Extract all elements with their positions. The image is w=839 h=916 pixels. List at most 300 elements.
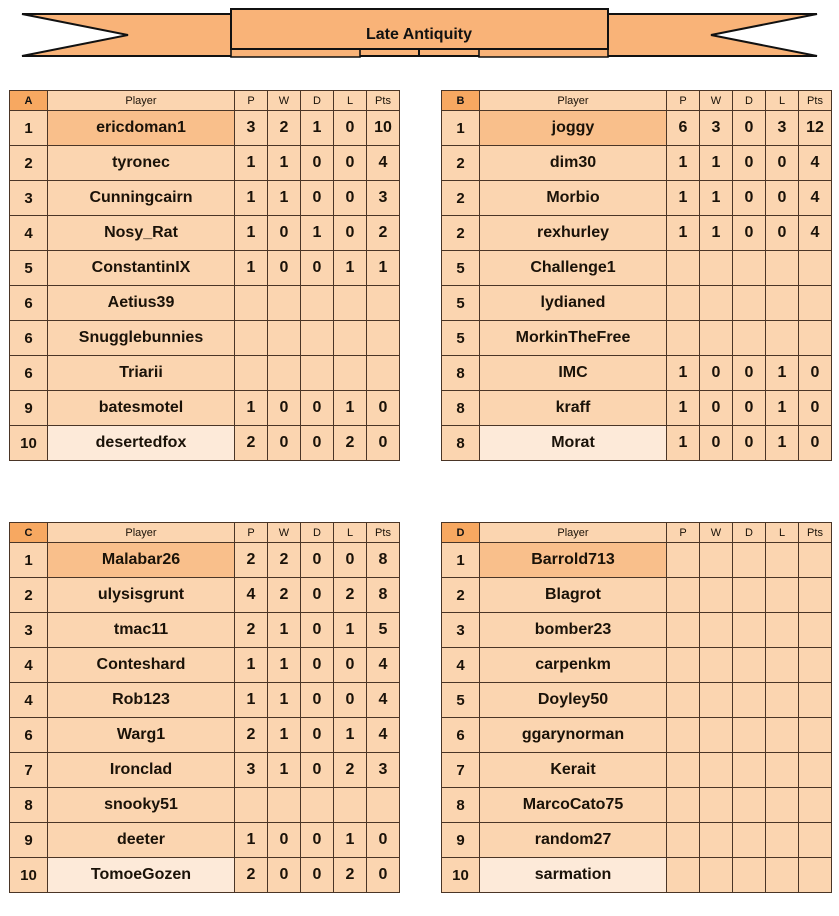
table-row [442, 753, 832, 788]
rank-cell: 5 [442, 683, 480, 718]
player-name-cell: MorkinTheFree [480, 321, 667, 356]
rank-cell: 1 [10, 543, 48, 578]
player-name-cell: tmac11 [48, 613, 235, 648]
player-name-cell: rexhurley [480, 216, 667, 251]
stat-cell-w: 1 [268, 146, 301, 181]
table-row [442, 613, 832, 648]
stat-cell-l: 1 [766, 356, 799, 391]
stat-cell-pts: 0 [367, 858, 400, 893]
stat-cell-w: 0 [268, 823, 301, 858]
table-row [442, 648, 832, 683]
table-header-row [442, 523, 832, 543]
rank-cell: 5 [10, 251, 48, 286]
stat-cell-w [268, 286, 301, 321]
rank-cell: 1 [10, 111, 48, 146]
stat-cell-pts [799, 251, 832, 286]
player-name-cell: Doyley50 [480, 683, 667, 718]
stat-cell-pts [367, 788, 400, 823]
stat-cell-pts: 8 [367, 578, 400, 613]
stat-cell-l [766, 286, 799, 321]
stat-cell-l: 1 [334, 391, 367, 426]
stat-cell-l: 0 [766, 181, 799, 216]
stat-cell-p: 2 [235, 543, 268, 578]
player-name-cell: ggarynorman [480, 718, 667, 753]
player-name-cell: joggy [480, 111, 667, 146]
column-header-l: L [766, 523, 799, 543]
stat-cell-d: 0 [733, 391, 766, 426]
stat-cell-p: 1 [667, 181, 700, 216]
stat-cell-pts: 3 [367, 753, 400, 788]
table-row [10, 391, 400, 426]
player-name-cell: Ironclad [48, 753, 235, 788]
stat-cell-w: 1 [700, 216, 733, 251]
stat-cell-d: 0 [733, 111, 766, 146]
group-letter-header: D [442, 523, 480, 543]
stat-cell-w [700, 823, 733, 858]
rank-cell: 7 [442, 753, 480, 788]
stat-cell-l [766, 578, 799, 613]
stat-cell-p: 1 [235, 683, 268, 718]
rank-cell: 8 [442, 788, 480, 823]
stat-cell-w: 1 [268, 753, 301, 788]
rank-cell: 2 [10, 146, 48, 181]
stat-cell-pts: 5 [367, 613, 400, 648]
player-name-cell: deeter [48, 823, 235, 858]
stat-cell-w [700, 718, 733, 753]
stat-cell-d: 0 [301, 251, 334, 286]
rank-cell: 1 [442, 111, 480, 146]
table-row [442, 578, 832, 613]
stat-cell-pts: 12 [799, 111, 832, 146]
table-row [442, 146, 832, 181]
stat-cell-pts: 4 [367, 146, 400, 181]
rank-cell: 8 [442, 426, 480, 461]
column-header-pts: Pts [799, 523, 832, 543]
stat-cell-p: 1 [235, 251, 268, 286]
stat-cell-d [733, 788, 766, 823]
table-row [442, 356, 832, 391]
table-row [10, 216, 400, 251]
player-name-cell: tyronec [48, 146, 235, 181]
stat-cell-w: 2 [268, 111, 301, 146]
stat-cell-pts: 0 [799, 391, 832, 426]
group-letter-header: B [442, 91, 480, 111]
player-name-cell: MarcoCato75 [480, 788, 667, 823]
table-header-row [10, 91, 400, 111]
rank-cell: 10 [442, 858, 480, 893]
stat-cell-w [700, 683, 733, 718]
rank-cell: 2 [442, 578, 480, 613]
stat-cell-l: 2 [334, 578, 367, 613]
stat-cell-d: 0 [301, 648, 334, 683]
stat-cell-w: 1 [700, 146, 733, 181]
stat-cell-w [700, 613, 733, 648]
stat-cell-pts: 10 [367, 111, 400, 146]
stat-cell-pts: 0 [799, 426, 832, 461]
stat-cell-pts: 4 [799, 181, 832, 216]
stat-cell-d [733, 753, 766, 788]
player-name-cell: Cunningcairn [48, 181, 235, 216]
rank-cell: 2 [442, 181, 480, 216]
stat-cell-w [700, 753, 733, 788]
table-row [442, 543, 832, 578]
player-name-cell: ulysisgrunt [48, 578, 235, 613]
table-row [442, 286, 832, 321]
stat-cell-d [733, 858, 766, 893]
player-name-cell: Snugglebunnies [48, 321, 235, 356]
column-header-l: L [766, 91, 799, 111]
stat-cell-w: 2 [268, 578, 301, 613]
stat-cell-p [667, 543, 700, 578]
stat-cell-p: 2 [235, 613, 268, 648]
stat-cell-d [733, 578, 766, 613]
player-name-cell: kraff [480, 391, 667, 426]
column-header-p: P [667, 523, 700, 543]
stat-cell-l [334, 788, 367, 823]
stat-cell-l [766, 683, 799, 718]
rank-cell: 2 [10, 578, 48, 613]
stat-cell-d: 0 [301, 858, 334, 893]
stat-cell-pts: 4 [799, 216, 832, 251]
stat-cell-d: 0 [733, 146, 766, 181]
league-table-group-a [9, 90, 399, 461]
standings-table [9, 90, 400, 461]
table-row [10, 251, 400, 286]
stat-cell-d: 1 [301, 216, 334, 251]
stat-cell-d [301, 788, 334, 823]
column-header-pts: Pts [367, 91, 400, 111]
stat-cell-w: 1 [700, 181, 733, 216]
column-header-l: L [334, 91, 367, 111]
stat-cell-p: 2 [235, 426, 268, 461]
table-row [10, 426, 400, 461]
table-row [10, 788, 400, 823]
player-name-cell: Blagrot [480, 578, 667, 613]
table-row [10, 648, 400, 683]
column-header-d: D [733, 91, 766, 111]
table-header-row [442, 91, 832, 111]
stat-cell-l [766, 823, 799, 858]
player-name-cell: Kerait [480, 753, 667, 788]
stat-cell-l [766, 648, 799, 683]
stat-cell-pts: 4 [367, 718, 400, 753]
player-name-cell: dim30 [480, 146, 667, 181]
stat-cell-d: 0 [301, 823, 334, 858]
table-row [10, 613, 400, 648]
stat-cell-p [667, 823, 700, 858]
player-name-cell: Triarii [48, 356, 235, 391]
stat-cell-w [700, 788, 733, 823]
rank-cell: 5 [442, 251, 480, 286]
player-name-cell: Nosy_Rat [48, 216, 235, 251]
rank-cell: 3 [10, 613, 48, 648]
table-row [442, 683, 832, 718]
table-row [10, 146, 400, 181]
player-name-cell: desertedfox [48, 426, 235, 461]
stat-cell-p [667, 286, 700, 321]
stat-cell-p: 2 [235, 858, 268, 893]
table-row [442, 823, 832, 858]
player-name-cell: IMC [480, 356, 667, 391]
column-header-d: D [301, 523, 334, 543]
stat-cell-w [700, 648, 733, 683]
stat-cell-w [700, 858, 733, 893]
player-name-cell: Challenge1 [480, 251, 667, 286]
stat-cell-p: 1 [667, 216, 700, 251]
standings-table [9, 522, 400, 893]
stat-cell-w: 0 [268, 858, 301, 893]
stat-cell-l: 2 [334, 753, 367, 788]
stat-cell-l: 1 [766, 391, 799, 426]
rank-cell: 6 [10, 321, 48, 356]
stat-cell-d [733, 321, 766, 356]
stat-cell-l: 3 [766, 111, 799, 146]
stat-cell-p [667, 753, 700, 788]
stat-cell-pts [799, 543, 832, 578]
table-row [442, 788, 832, 823]
rank-cell: 6 [442, 718, 480, 753]
stat-cell-pts [367, 321, 400, 356]
stat-cell-d: 0 [301, 146, 334, 181]
stat-cell-w [268, 321, 301, 356]
stat-cell-d: 0 [733, 216, 766, 251]
stat-cell-l: 1 [334, 251, 367, 286]
stat-cell-d: 1 [301, 111, 334, 146]
stat-cell-p: 3 [235, 753, 268, 788]
stat-cell-p: 1 [235, 181, 268, 216]
stat-cell-l: 2 [334, 426, 367, 461]
stat-cell-p: 1 [235, 823, 268, 858]
group-letter-header: C [10, 523, 48, 543]
stat-cell-w [700, 543, 733, 578]
table-row [10, 111, 400, 146]
stat-cell-p [235, 788, 268, 823]
stat-cell-pts [799, 858, 832, 893]
stat-cell-w: 2 [268, 543, 301, 578]
table-row [10, 181, 400, 216]
stat-cell-l: 1 [334, 613, 367, 648]
rank-cell: 10 [10, 426, 48, 461]
stat-cell-p: 3 [235, 111, 268, 146]
column-header-player: Player [48, 523, 235, 543]
stat-cell-w: 0 [268, 426, 301, 461]
stat-cell-pts: 3 [367, 181, 400, 216]
stat-cell-w [268, 356, 301, 391]
stat-cell-d [301, 356, 334, 391]
stat-cell-d: 0 [301, 578, 334, 613]
stat-cell-pts [367, 356, 400, 391]
stat-cell-p: 1 [667, 356, 700, 391]
player-name-cell: sarmation [480, 858, 667, 893]
column-header-w: W [700, 91, 733, 111]
stat-cell-p: 1 [235, 391, 268, 426]
stat-cell-l [766, 613, 799, 648]
stat-cell-w: 0 [268, 216, 301, 251]
table-row [442, 858, 832, 893]
stat-cell-w [700, 286, 733, 321]
stat-cell-w: 0 [700, 426, 733, 461]
column-header-pts: Pts [367, 523, 400, 543]
table-row [10, 356, 400, 391]
player-name-cell: carpenkm [480, 648, 667, 683]
stat-cell-pts: 4 [799, 146, 832, 181]
stat-cell-l: 2 [334, 858, 367, 893]
stat-cell-p [667, 613, 700, 648]
column-header-player: Player [480, 523, 667, 543]
rank-cell: 9 [10, 823, 48, 858]
stat-cell-d [733, 648, 766, 683]
column-header-l: L [334, 523, 367, 543]
stat-cell-l [334, 321, 367, 356]
column-header-w: W [268, 91, 301, 111]
stat-cell-d: 0 [301, 613, 334, 648]
table-row [10, 286, 400, 321]
column-header-d: D [733, 523, 766, 543]
stat-cell-l [766, 788, 799, 823]
column-header-d: D [301, 91, 334, 111]
rank-cell: 4 [10, 216, 48, 251]
standings-table [441, 90, 832, 461]
stat-cell-l: 0 [334, 111, 367, 146]
stat-cell-pts [799, 788, 832, 823]
stat-cell-pts: 0 [367, 823, 400, 858]
stat-cell-l: 0 [334, 648, 367, 683]
rank-cell: 5 [442, 321, 480, 356]
table-row [10, 578, 400, 613]
stat-cell-p [235, 321, 268, 356]
rank-cell: 10 [10, 858, 48, 893]
stat-cell-w [268, 788, 301, 823]
stat-cell-d [733, 683, 766, 718]
stat-cell-w: 3 [700, 111, 733, 146]
player-name-cell: Morat [480, 426, 667, 461]
column-header-p: P [667, 91, 700, 111]
player-name-cell: batesmotel [48, 391, 235, 426]
stat-cell-w: 1 [268, 718, 301, 753]
rank-cell: 9 [442, 823, 480, 858]
stat-cell-p: 1 [667, 426, 700, 461]
rank-cell: 1 [442, 543, 480, 578]
stat-cell-l: 0 [766, 216, 799, 251]
stat-cell-p [667, 788, 700, 823]
table-row [10, 753, 400, 788]
rank-cell: 3 [442, 613, 480, 648]
league-table-group-c [9, 522, 399, 893]
rank-cell: 4 [10, 648, 48, 683]
table-row [10, 823, 400, 858]
stat-cell-p: 4 [235, 578, 268, 613]
stat-cell-pts: 0 [367, 426, 400, 461]
stat-cell-pts [367, 286, 400, 321]
player-name-cell: random27 [480, 823, 667, 858]
stat-cell-p: 1 [235, 216, 268, 251]
stat-cell-p: 1 [235, 146, 268, 181]
stat-cell-p [667, 578, 700, 613]
player-name-cell: bomber23 [480, 613, 667, 648]
table-row [10, 858, 400, 893]
stat-cell-pts [799, 578, 832, 613]
stat-cell-l [334, 356, 367, 391]
stat-cell-l [766, 543, 799, 578]
stat-cell-d [301, 286, 334, 321]
stat-cell-l: 1 [334, 823, 367, 858]
stat-cell-l [766, 718, 799, 753]
stat-cell-pts [799, 718, 832, 753]
stat-cell-pts [799, 286, 832, 321]
stat-cell-d: 0 [301, 753, 334, 788]
rank-cell: 4 [10, 683, 48, 718]
stat-cell-pts [799, 613, 832, 648]
stat-cell-w: 0 [700, 391, 733, 426]
rank-cell: 6 [10, 286, 48, 321]
column-header-p: P [235, 523, 268, 543]
stat-cell-p: 1 [235, 648, 268, 683]
table-row [10, 683, 400, 718]
stat-cell-d: 0 [301, 718, 334, 753]
table-row [10, 321, 400, 356]
stat-cell-pts: 4 [367, 683, 400, 718]
stat-cell-pts: 0 [367, 391, 400, 426]
rank-cell: 2 [442, 216, 480, 251]
stat-cell-d: 0 [733, 181, 766, 216]
player-name-cell: Barrold713 [480, 543, 667, 578]
column-header-w: W [700, 523, 733, 543]
stat-cell-p [667, 251, 700, 286]
stat-cell-w: 0 [700, 356, 733, 391]
rank-cell: 5 [442, 286, 480, 321]
stat-cell-d: 0 [301, 543, 334, 578]
rank-cell: 8 [10, 788, 48, 823]
stat-cell-p: 1 [667, 146, 700, 181]
stat-cell-pts: 0 [799, 356, 832, 391]
stat-cell-p [235, 286, 268, 321]
stat-cell-w [700, 578, 733, 613]
stat-cell-pts: 8 [367, 543, 400, 578]
stat-cell-pts: 1 [367, 251, 400, 286]
stat-cell-d: 0 [301, 426, 334, 461]
stat-cell-l [766, 858, 799, 893]
player-name-cell: ConstantinIX [48, 251, 235, 286]
table-header-row [10, 523, 400, 543]
stat-cell-pts: 2 [367, 216, 400, 251]
stat-cell-w: 1 [268, 683, 301, 718]
table-row [442, 216, 832, 251]
player-name-cell: Warg1 [48, 718, 235, 753]
stat-cell-l: 0 [334, 146, 367, 181]
stat-cell-d [733, 613, 766, 648]
stat-cell-d [301, 321, 334, 356]
stat-cell-p [667, 321, 700, 356]
stat-cell-l: 0 [334, 216, 367, 251]
stat-cell-d: 0 [301, 391, 334, 426]
stat-cell-pts [799, 648, 832, 683]
rank-cell: 7 [10, 753, 48, 788]
league-table-group-b [441, 90, 831, 461]
stat-cell-pts [799, 321, 832, 356]
banner-title: Late Antiquity [365, 26, 473, 44]
stat-cell-d: 0 [733, 356, 766, 391]
rank-cell: 4 [442, 648, 480, 683]
stat-cell-d [733, 823, 766, 858]
table-row [442, 111, 832, 146]
stat-cell-d: 0 [301, 683, 334, 718]
column-header-player: Player [480, 91, 667, 111]
stat-cell-l [766, 251, 799, 286]
column-header-pts: Pts [799, 91, 832, 111]
stat-cell-d [733, 286, 766, 321]
stat-cell-w [700, 251, 733, 286]
table-row [10, 543, 400, 578]
